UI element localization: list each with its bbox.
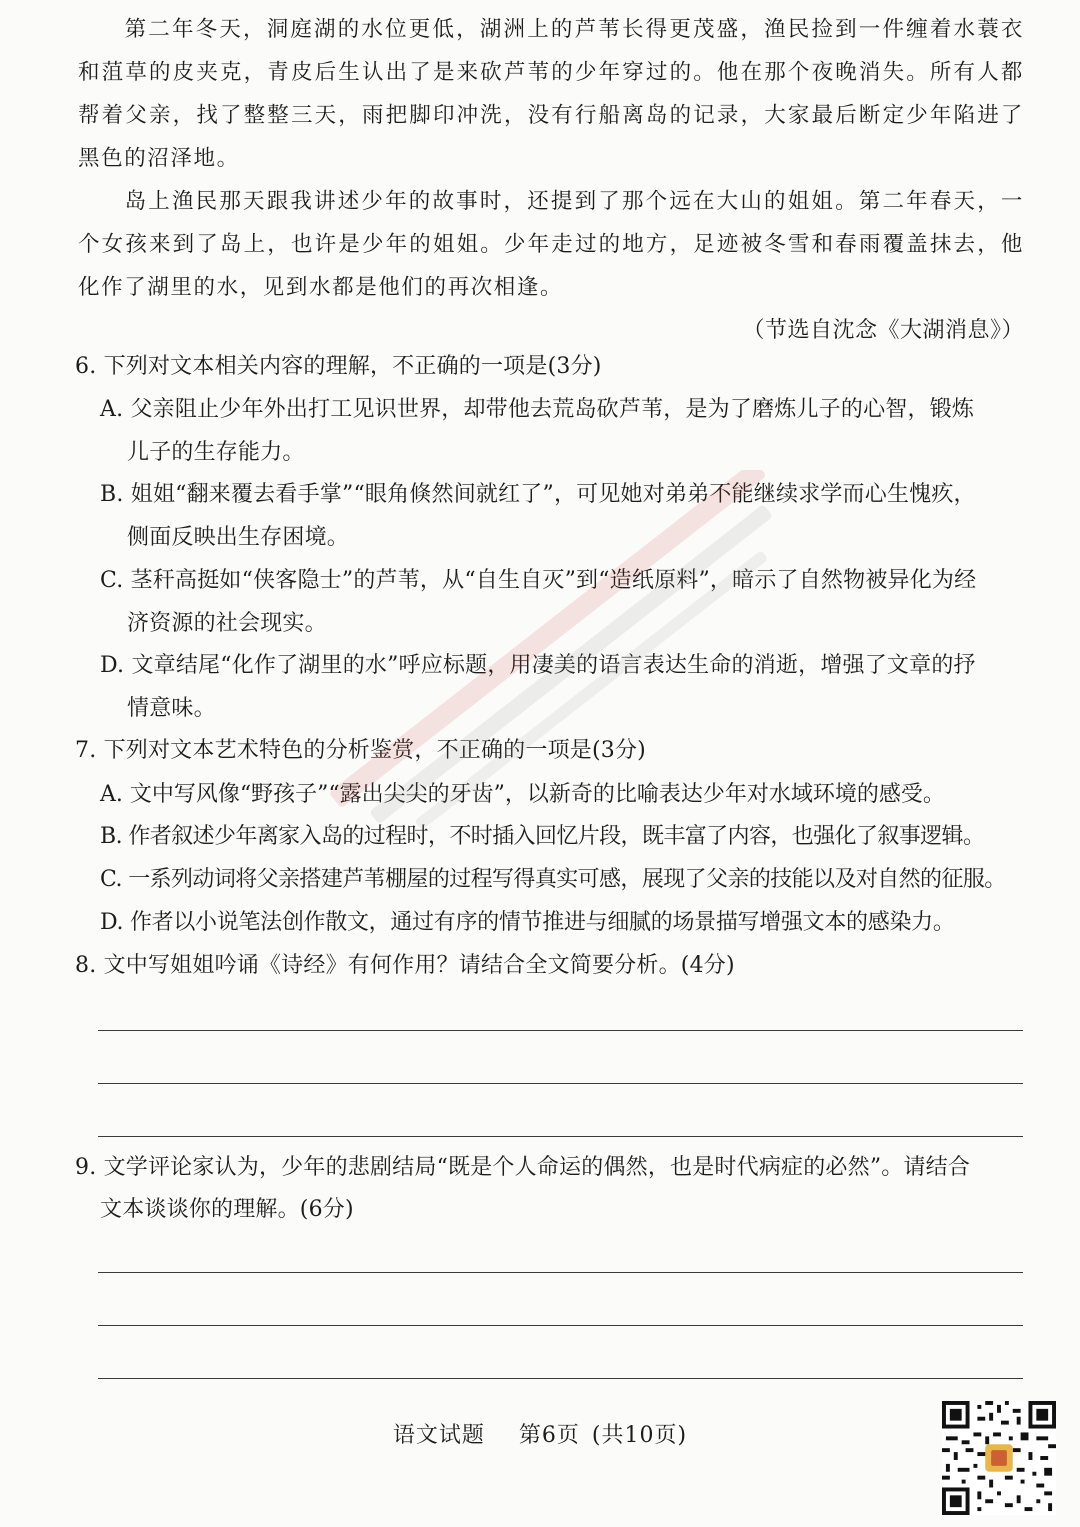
passage-paragraph-1 bbox=[78, 8, 1024, 180]
footer-subject: 语文试题 bbox=[392, 1423, 485, 1448]
passage-paragraph-2 bbox=[78, 180, 1024, 309]
question-9-stem bbox=[75, 1147, 1025, 1231]
question-7-stem: 7. 下列对文本艺术特色的分析鉴赏，不正确的一项是(3分) bbox=[75, 738, 646, 763]
question-6-option-a bbox=[100, 389, 1025, 474]
question-9-answer-line-1[interactable] bbox=[98, 1272, 1023, 1273]
question-8-answer-line-3[interactable] bbox=[98, 1136, 1023, 1137]
footer-total-pages: (共10页) bbox=[591, 1423, 688, 1448]
question-7-option-a: A. 文中写风像“野孩子”“露出尖尖的牙齿”，以新奇的比喻表达少年对水域环境的感受。 bbox=[100, 782, 945, 807]
option-text-continued: 侧面反映出生存困境。 bbox=[127, 524, 350, 550]
passage-source: （节选自沈念《大湖消息》） bbox=[742, 318, 1024, 343]
question-9-stem-text-continued: 文本谈谈你的理解。(6分) bbox=[100, 1197, 354, 1222]
option-text: A. 父亲阻止少年外出打工见识世界，却带他去荒岛砍芦苇，是为了磨炼儿子的心智，锻炼 bbox=[100, 397, 975, 422]
question-8-answer-line-2[interactable] bbox=[98, 1083, 1023, 1084]
question-6-option-c bbox=[100, 560, 1025, 645]
footer-page-number: 第6页 bbox=[518, 1423, 580, 1448]
option-text: C. 茎秆高挺如“侠客隐士”的芦苇，从“自生自灭”到“造纸原料”，暗示了自然物被异化为经 bbox=[100, 568, 977, 593]
question-9-answer-line-3[interactable] bbox=[98, 1378, 1023, 1379]
question-9-answer-line-2[interactable] bbox=[98, 1325, 1023, 1326]
question-7-option-d: D. 作者以小说笔法创作散文，通过有序的情节推进与细腻的场景描写增强文本的感染力。 bbox=[100, 910, 955, 935]
option-text: D. 文章结尾“化作了湖里的水”呼应标题，用凄美的语言表达生命的消逝，增强了文章的抒 bbox=[100, 653, 976, 678]
question-8-answer-line-1[interactable] bbox=[98, 1030, 1023, 1031]
question-9-stem-text: 9. 文学评论家认为，少年的悲剧结局“既是个人命运的偶然，也是时代病症的必然”。请结合 bbox=[75, 1155, 971, 1180]
question-6-stem: 6. 下列对文本相关内容的理解，不正确的一项是(3分) bbox=[75, 354, 602, 379]
question-6-option-d bbox=[100, 645, 1025, 730]
question-7-option-c: C. 一系列动词将父亲搭建芦苇棚屋的过程写得真实可感，展现了父亲的技能以及对自然的征服。 bbox=[100, 867, 1006, 892]
question-6-option-b bbox=[100, 474, 1025, 559]
option-text-continued: 儿子的生存能力。 bbox=[127, 439, 305, 465]
option-text-continued: 济资源的社会现实。 bbox=[127, 610, 327, 636]
question-8-stem: 8. 文中写姐姐吟诵《诗经》有何作用？请结合全文简要分析。(4分) bbox=[75, 953, 735, 978]
page-footer bbox=[0, 1418, 1080, 1449]
passage-paragraph-2-text: 岛上渔民那天跟我讲述少年的故事时，还提到了那个远在大山的姐姐。第二年春天，一个女孩来到了岛上，也许是少年的姐姐。少年走过的地方，足迹被冬雪和春雨覆盖抹去，他化作了湖里的水，见到水都是他们的再次相逢。 bbox=[78, 189, 1024, 300]
qr-code-image bbox=[942, 1401, 1056, 1515]
passage-paragraph-1-text: 第二年冬天，洞庭湖的水位更低，湖洲上的芦苇长得更茂盛，渔民捡到一件缠着水蓑衣和菹草的皮夹克，青皮后生认出了是来砍芦苇的少年穿过的。他在那个夜晚消失。所有人都帮着父亲，找了整整三天，雨把脚印冲洗，没有行船离岛的记录，大家最后断定少年陷进了黑色的沼泽地。 bbox=[78, 17, 1024, 171]
option-text: B. 姐姐“翻来覆去看手掌”“眼角倏然间就红了”，可见她对弟弟不能继续求学而心生愧疚， bbox=[100, 482, 976, 507]
option-text-continued: 情意味。 bbox=[127, 695, 216, 721]
question-7-option-b: B. 作者叙述少年离家入岛的过程时，不时插入回忆片段，既丰富了内容，也强化了叙事逻辑。 bbox=[100, 824, 985, 849]
